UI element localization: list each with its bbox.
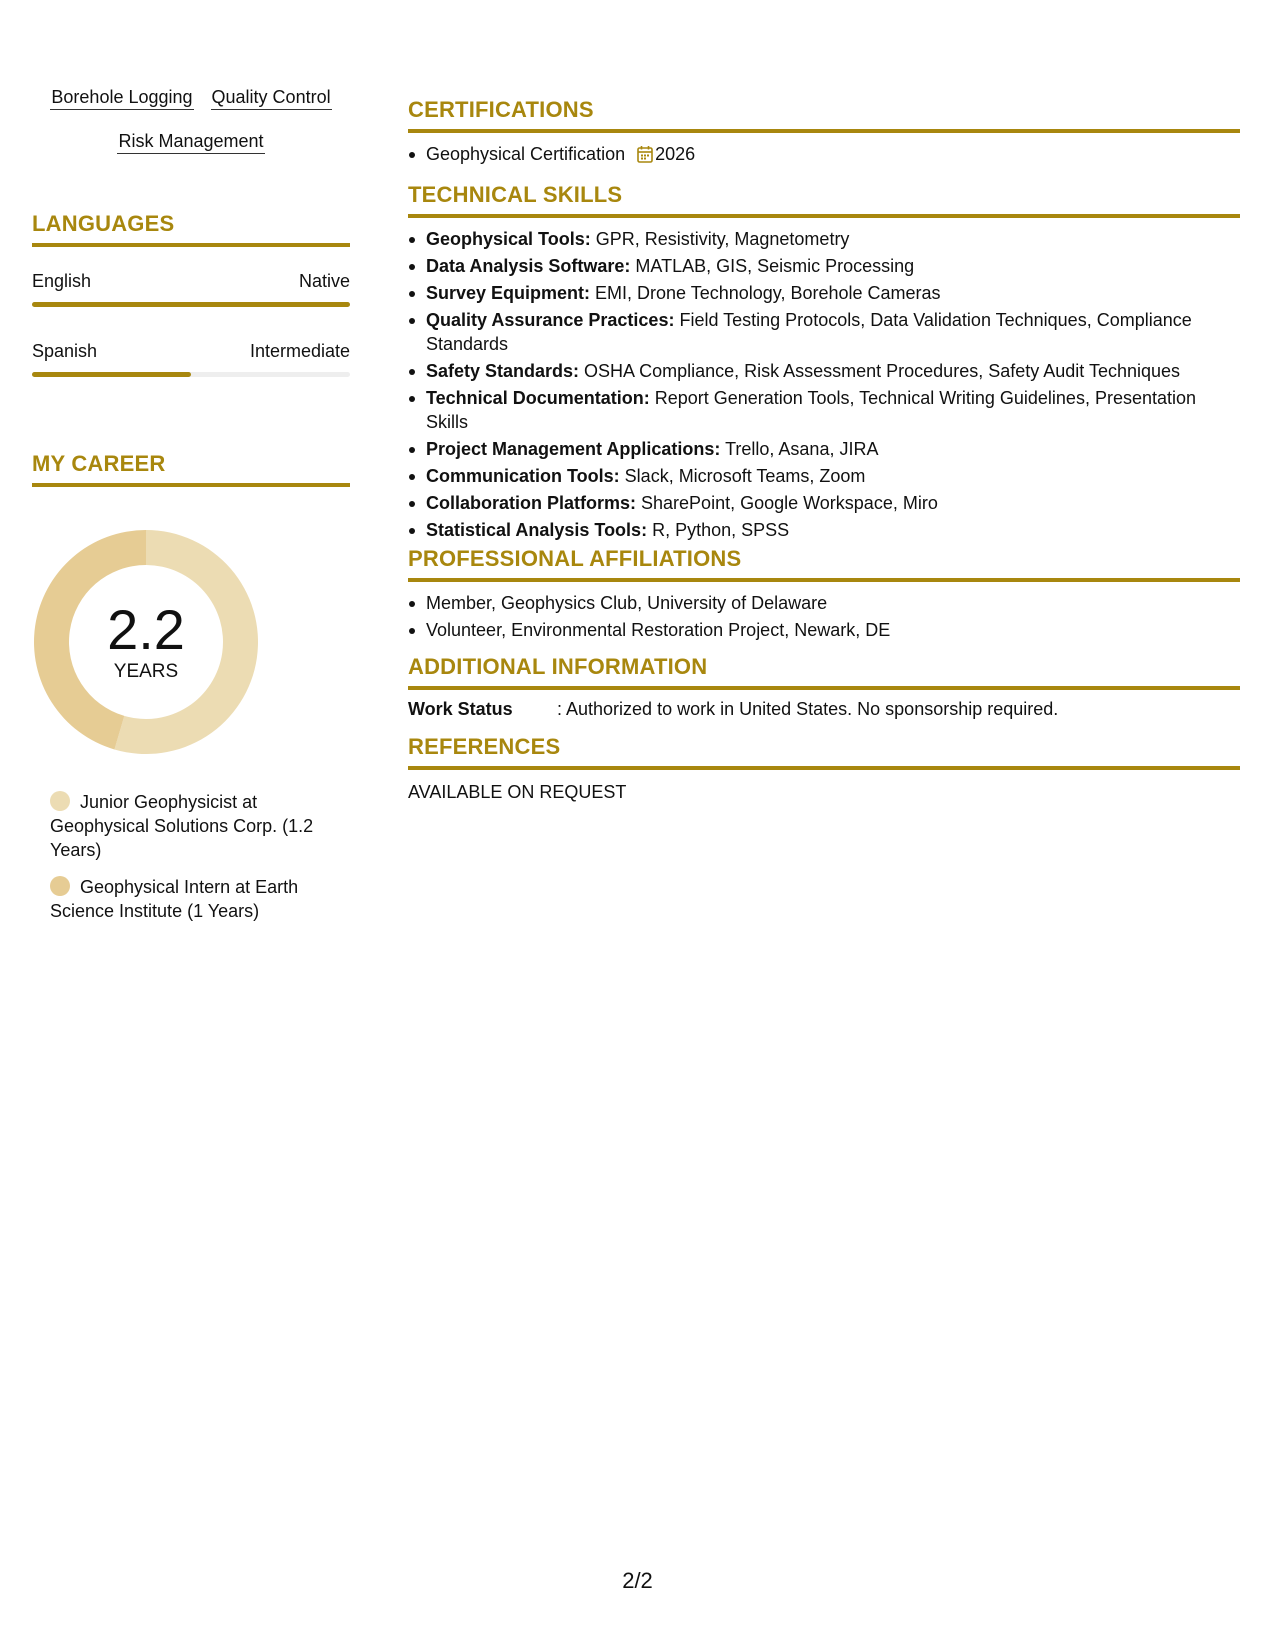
legend-label: Geophysical Intern at Earth Science Institute (1 Years) xyxy=(50,877,299,921)
technical-skills-section xyxy=(408,182,1240,542)
skill-key: Technical Documentation: xyxy=(426,388,650,408)
skill-value: OSHA Compliance, Risk Assessment Procedures, Safety Audit Techniques xyxy=(579,361,1181,381)
skill-value: GPR, Resistivity, Magnetometry xyxy=(590,229,850,249)
skill-item xyxy=(408,254,1240,278)
references-section xyxy=(408,734,1240,804)
certifications-section xyxy=(408,97,1240,169)
skill-item xyxy=(408,227,1240,251)
skill-key: Survey Equipment: xyxy=(426,283,591,303)
career-section xyxy=(32,451,350,487)
skill-value: Field Testing Protocols, Data Validation Techniques, Compliance Standards xyxy=(426,310,1192,354)
work-status-value: : Authorized to work in United States. No sponsorship required. xyxy=(557,699,1059,719)
skill-value: EMI, Drone Technology, Borehole Cameras xyxy=(590,283,941,303)
career-title: MY CAREER xyxy=(32,451,166,476)
skill-tag: Quality Control xyxy=(211,86,332,110)
work-status-row xyxy=(408,697,1240,721)
skill-key: Safety Standards: xyxy=(426,361,580,381)
career-donut-chart xyxy=(34,530,258,754)
career-total-unit: YEARS xyxy=(113,661,179,682)
language-name: Spanish xyxy=(32,341,98,361)
skill-item xyxy=(408,464,1240,488)
certification-year: 2026 xyxy=(655,144,696,164)
skill-item xyxy=(408,359,1240,383)
skill-tags xyxy=(32,86,350,154)
languages-title: LANGUAGES xyxy=(32,211,175,236)
legend-item xyxy=(50,790,340,862)
section-rule xyxy=(408,214,1240,218)
additional-info-section xyxy=(408,654,1240,721)
language-level: Native xyxy=(298,271,350,291)
work-status-label: Work Status xyxy=(408,699,513,719)
affiliation-item: Member, Geophysics Club, University of Delaware xyxy=(408,591,1240,615)
affiliations-section xyxy=(408,546,1240,642)
skill-key: Collaboration Platforms: xyxy=(426,493,637,513)
skill-value: Slack, Microsoft Teams, Zoom xyxy=(619,466,866,486)
skill-item xyxy=(408,308,1240,356)
skill-value: Trello, Asana, JIRA xyxy=(720,439,879,459)
skill-value: Report Generation Tools, Technical Writing Guidelines, Presentation Skills xyxy=(426,388,1197,432)
references-title: REFERENCES xyxy=(408,734,561,759)
legend-item xyxy=(50,875,340,923)
certification-item xyxy=(408,142,1240,169)
languages-section xyxy=(32,211,350,377)
skill-value: SharePoint, Google Workspace, Miro xyxy=(636,493,938,513)
language-item xyxy=(32,340,350,377)
technical-skills-title: TECHNICAL SKILLS xyxy=(408,182,623,207)
skill-value: MATLAB, GIS, Seismic Processing xyxy=(630,256,915,276)
skill-item xyxy=(408,518,1240,542)
skill-item xyxy=(408,281,1240,305)
language-item xyxy=(32,270,350,307)
language-bar-fill xyxy=(32,302,350,307)
affiliations-title: PROFESSIONAL AFFILIATIONS xyxy=(408,546,742,571)
skill-tag: Risk Management xyxy=(117,130,264,154)
section-rule xyxy=(408,129,1240,133)
language-bar xyxy=(32,372,350,377)
section-rule xyxy=(408,578,1240,582)
certifications-title: CERTIFICATIONS xyxy=(408,97,594,122)
skill-key: Geophysical Tools: xyxy=(426,229,591,249)
career-legend xyxy=(50,790,340,936)
skill-key: Data Analysis Software: xyxy=(426,256,631,276)
skill-key: Quality Assurance Practices: xyxy=(426,310,675,330)
section-rule xyxy=(32,483,350,487)
legend-dot xyxy=(50,791,70,811)
additional-info-title: ADDITIONAL INFORMATION xyxy=(408,654,708,679)
skill-item xyxy=(408,491,1240,515)
skill-key: Statistical Analysis Tools: xyxy=(426,520,648,540)
language-name: English xyxy=(32,271,92,291)
skill-item xyxy=(408,437,1240,461)
skill-tag: Borehole Logging xyxy=(50,86,193,110)
skill-key: Project Management Applications: xyxy=(426,439,721,459)
section-rule xyxy=(408,766,1240,770)
affiliation-item: Volunteer, Environmental Restoration Project, Newark, DE xyxy=(408,618,1240,642)
page-number: 2/2 xyxy=(622,1568,653,1593)
certification-name: Geophysical Certification xyxy=(426,144,626,164)
section-rule xyxy=(32,243,350,247)
language-bar xyxy=(32,302,350,307)
legend-label: Junior Geophysicist at Geophysical Solutions Corp. (1.2 Years) xyxy=(50,792,314,860)
skill-key: Communication Tools: xyxy=(426,466,620,486)
calendar-icon xyxy=(637,145,653,169)
skill-value: R, Python, SPSS xyxy=(647,520,790,540)
skill-item xyxy=(408,386,1240,434)
legend-dot xyxy=(50,876,70,896)
language-bar-fill xyxy=(32,372,191,377)
section-rule xyxy=(408,686,1240,690)
references-text: AVAILABLE ON REQUEST xyxy=(408,782,627,802)
career-total-value: 2.2 xyxy=(107,598,185,661)
language-level: Intermediate xyxy=(249,341,350,361)
